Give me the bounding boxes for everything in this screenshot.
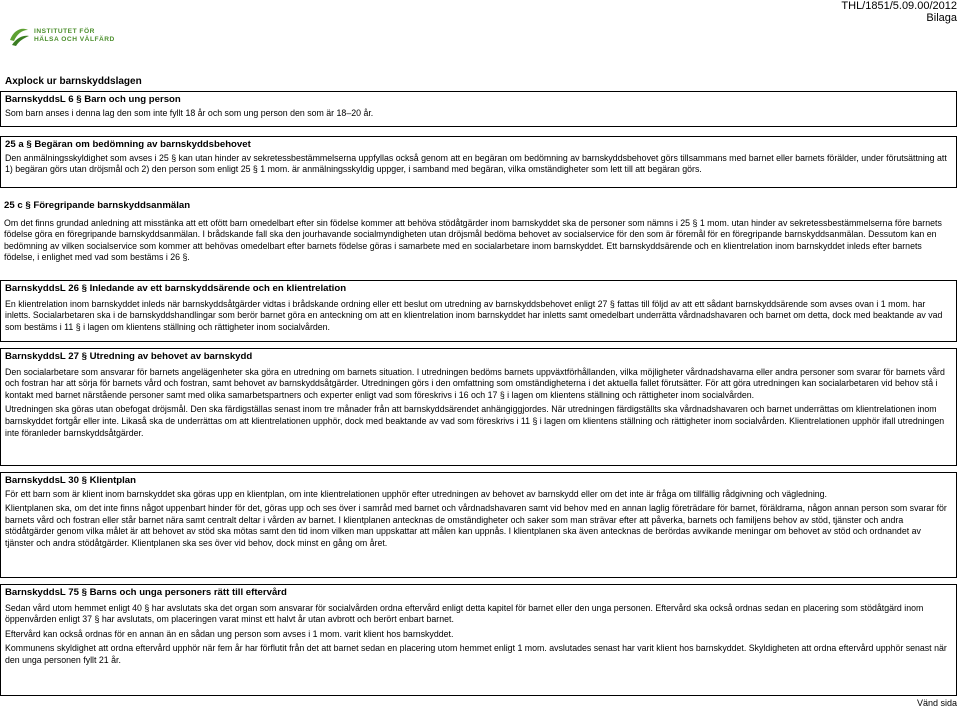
section-26-text: En klientrelation inom barnskyddet inleds när barnskyddsåtgärder vidtas i brådskande ordning eller ett beslut om utredning av barnskyddsbehovet enligt 27 § fattas till följd av att ett sådant barnskyddsärende som avses ovan i 1 mom. har inletts. Socialarbetaren ska i de barnskyddshandlingar som berör barnet göra en anteckning om att en klientrelation inom barnskyddet har inletts samt omedelbart underrätta vårdnadshavaren och barnet om detta, dock med beaktande av vad som bestäms i 11 § i lagen om klientens ställning och rättigheter inom socialvården. bbox=[5, 298, 943, 332]
section-30-paragraph-2: Klientplanen ska, om det inte finns något uppenbart hinder för det, göras upp och ses över i samråd med barnet och vårdnadshavaren samt vid behov med en annan laglig företrädare för barnet, föräldrarna, någon annan person som svarar för barnets vård och fostran eller står barnet nära samt centralt deltar i vården av barnet. I klientplanen antecknas de omständigheter och saker som man strävar efter att påverka, barnets och familjens behov av stöd, tjänster och andra stödåtgärder genom vilka målet är att behovet av stöd ska mötas samt den tid inom vilken man uppskattar att målen kan uppnås. I klientplanen ska även antecknas de berördas avvikande meningar om behovet av stöd och ordnandet av tjänster och andra stödåtgärder. Klientplanen ska ses över vid behov, dock minst en gång om året. bbox=[5, 503, 947, 548]
section-25a-heading: 25 a § Begäran om bedömning av barnskyddsbehovet bbox=[5, 139, 251, 150]
document-title: Axplock ur barnskyddslagen bbox=[5, 76, 142, 87]
section-75-paragraph-2: Eftervård kan också ordnas för en annan än en sådan ung person som avses i 1 mom. varit klient hos barnskyddet. bbox=[5, 628, 454, 639]
logo-text-line1: INSTITUTET FÖR bbox=[34, 28, 95, 35]
document-reference bbox=[841, 0, 957, 24]
section-25c bbox=[4, 200, 952, 264]
section-30 bbox=[0, 472, 957, 578]
section-27 bbox=[0, 348, 957, 466]
section-6 bbox=[0, 91, 957, 127]
section-27-heading: BarnskyddsL 27 § Utredning av behovet av barnskydd bbox=[5, 351, 253, 362]
section-25a bbox=[0, 136, 957, 188]
section-6-heading: BarnskyddsL 6 § Barn och ung person bbox=[5, 94, 181, 105]
section-25c-heading: 25 c § Föregripande barnskyddsanmälan bbox=[4, 200, 191, 211]
section-26-heading: BarnskyddsL 26 § Inledande av ett barnskyddsärende och en klientrelation bbox=[5, 283, 347, 294]
logo-text-line2: HÄLSA OCH VÄLFÄRD bbox=[34, 36, 115, 43]
section-75-paragraph-1: Sedan vård utom hemmet enligt 40 § har avslutats ska det organ som ansvarar för socialvården ordna eftervård enligt detta kapitel för barnet eller den unga personen. Eftervård ska också ordnas sedan en placering som stödåtgärd inom öppenvården enligt 37 § har avslutats, om placeringen varat minst ett halvt år utan avbrott och berört enbart barnet. bbox=[5, 602, 924, 625]
section-25c-text: Om det finns grundad anledning att misstänka att ett ofött barn omedelbart efter sin födelse kommer att behöva stödåtgärder inom barnskyddet ska de personer som nämns i 25 § 1 mom. utan hinder av sekretessbestämmelserna före barnets födelse göra en föregripande barnskyddsanmälan. I brådskande fall ska den jourhavande socialmyndigheten utan dröjsmål bedöma behovet av socialservice för den som är föremål för en föregripande barnskyddsanmälan. Dessutom kan en bedömning av vilken socialservice som kommer att behövas omedelbart efter barnets födelse göras i samarbete med en socialarbetare inom barnskyddet. Ett barnskyddsärende och en klientrelation inom barnskyddet inleds efter barnets födelse, i enlighet med vad som bestäms i 26 §. bbox=[4, 217, 942, 263]
turn-page-note: Vänd sida bbox=[916, 698, 957, 708]
attachment-label: Bilaga bbox=[926, 12, 957, 24]
logo-symbol-icon bbox=[8, 26, 30, 48]
section-75-heading: BarnskyddsL 75 § Barns och unga personers rätt till eftervård bbox=[5, 587, 287, 598]
section-75-paragraph-3: Kommunens skyldighet att ordna eftervård upphör när fem år har förflutit från det att barnet sedan en placering utom hemmet enligt 1 mom. avslutades senast har varit klient hos barnskyddet. Skyldigheten att ordna eftervård upphör senast när den unga personen fyllt 21 år. bbox=[5, 643, 947, 665]
section-26 bbox=[0, 280, 957, 342]
thl-logo bbox=[8, 22, 168, 52]
section-6-text: Som barn anses i denna lag den som inte fyllt 18 år och som ung person den som är 18–20 år. bbox=[5, 107, 374, 118]
section-27-paragraph-2: Utredningen ska göras utan obefogat dröjsmål. Den ska färdigställas senast inom tre månader från att barnskyddsärendet anhängiggjordes. När utredningen färdigställts ska vårdnadshavaren och barnet underrättas om klientrelationen inom barnskyddet fortgår eller inte. Likaså ska de underrättas om att klientrelationen upphör, dock med beaktande av vad som föreskrivs i 11 § i lagen om klientens ställning och rättigheter inom socialvården. Klientrelationen upphör ifall utredningen inte föranleder barnskyddsåtgärder. bbox=[5, 404, 945, 438]
section-25a-text: Den anmälningsskyldighet som avses i 25 § kan utan hinder av sekretessbestämmelserna uppfyllas också genom att en begäran om bedömning av barnskyddsbehovet görs tillsammans med barnet eller barnets förälder, under förutsättning att 1) begäran görs utan dröjsmål och 2) den person som enligt 25 § 1 mom. är anmälningsskyldig uppger, i samband med begäran, vilka omständigheter som lett till att begäran görs. bbox=[5, 152, 947, 175]
section-75 bbox=[0, 584, 957, 696]
document-number: THL/1851/5.09.00/2012 bbox=[841, 0, 957, 12]
section-27-paragraph-1: Den socialarbetare som ansvarar för barnets angelägenheter ska göra en utredning om barnets situation. I utredningen bedöms barnets uppväxtförhållanden, vilka möjligheter vårdnadshavarna eller andra personer som svarar för barnets vård och fostran har att sörja för barnets vård och fostran, samt behovet av barnskyddsåtgärder. Utredningen görs i den omfattning som omständigheterna i det aktuella fallet förutsätter. För att göra utredningen kan socialarbetaren vid behov stå i kontakt med barnet närstående personer samt med olika samarbetspartners och experter enligt vad som föreskrivs i 16 och 17 § i lagen om klientens ställning och rättigheter inom socialvården. bbox=[5, 366, 945, 400]
section-30-paragraph-1: För ett barn som är klient inom barnskyddet ska göras upp en klientplan, om inte klientrelationen upphör efter utredningen av behovet av barnskydd eller om det inte är fråga om tillfällig rådgivning och vägledning. bbox=[5, 488, 828, 499]
section-30-heading: BarnskyddsL 30 § Klientplan bbox=[5, 475, 136, 486]
